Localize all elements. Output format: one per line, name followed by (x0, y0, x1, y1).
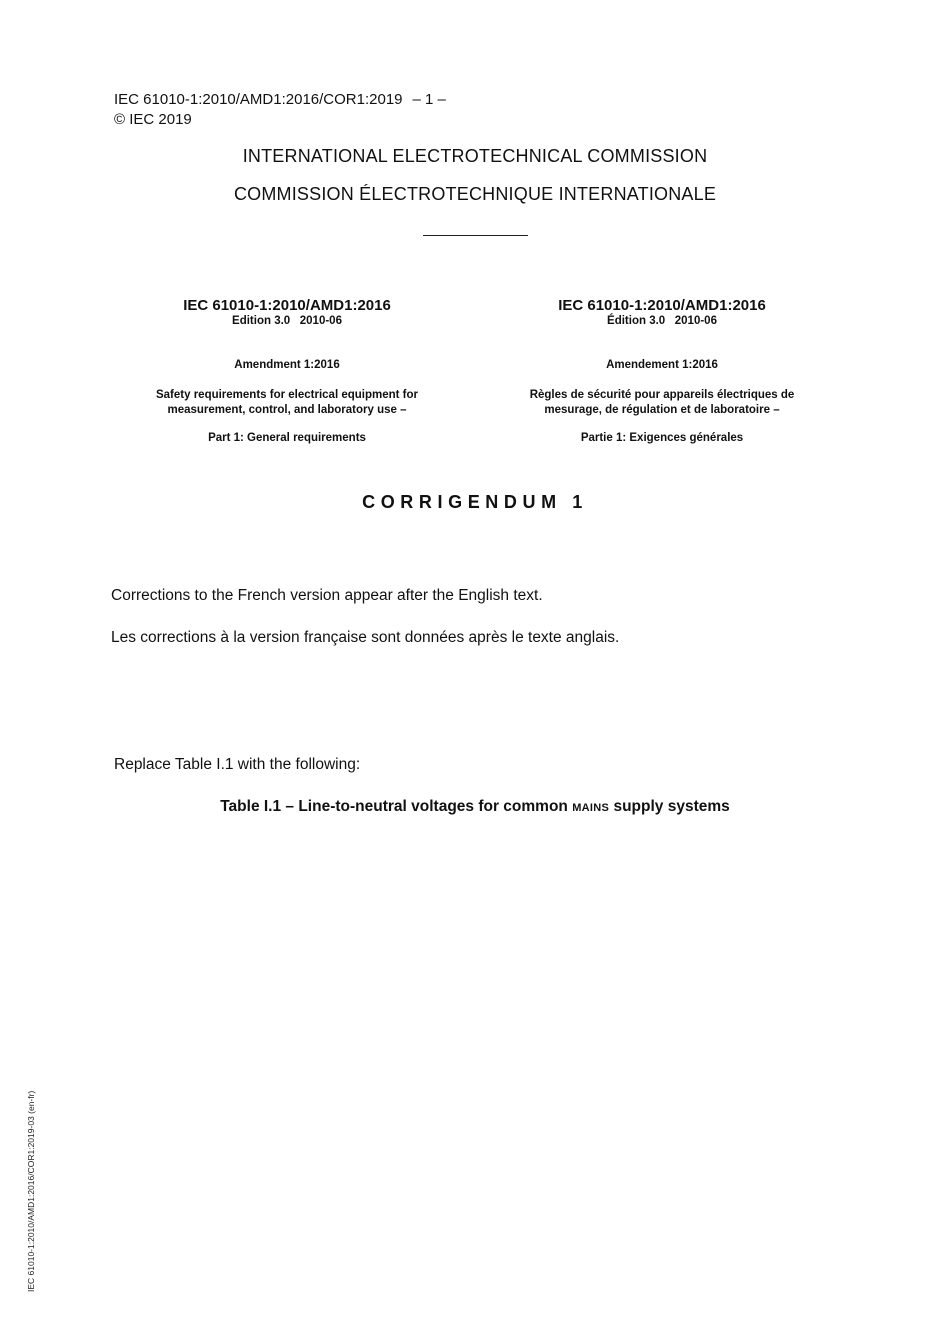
french-standard-id: IEC 61010-1:2010/AMD1:2016 (558, 297, 766, 314)
header-divider (423, 235, 528, 236)
french-standard-block (492, 297, 832, 327)
note-english: Corrections to the French version appear after the English text. (111, 587, 543, 604)
english-part: Part 1: General requirements (208, 432, 366, 444)
table-caption (0, 798, 950, 816)
page-number: – 1 – (412, 91, 446, 108)
replace-instruction: Replace Table I.1 with the following: (114, 756, 361, 773)
english-title-line-1: Safety requirements for electrical equipment for (155, 389, 419, 401)
organization-name-english: INTERNATIONAL ELECTROTECHNICAL COMMISSION (242, 146, 708, 166)
english-standard-block (117, 297, 457, 327)
french-edition: Édition 3.0 2010-06 (607, 315, 717, 327)
english-standard-id: IEC 61010-1:2010/AMD1:2016 (183, 297, 391, 314)
french-title (492, 388, 832, 418)
table-caption-term: MAINS (572, 802, 610, 814)
french-title-line-1: Règles de sécurité pour appareils électriques de (529, 389, 795, 401)
english-title (117, 388, 457, 418)
copyright-notice: © IEC 2019 (114, 111, 192, 128)
french-title-line-2: mesurage, de régulation et de laboratoire – (544, 404, 780, 416)
english-edition: Edition 3.0 2010-06 (232, 315, 342, 327)
french-part: Partie 1: Exigences générales (580, 432, 744, 444)
french-amendment: Amendement 1:2016 (606, 359, 718, 371)
table-caption-suffix: supply systems (609, 798, 730, 815)
side-document-reference: IEC 61010-1:2010/AMD1:2016/COR1:2019-03 (en-fr) (26, 1090, 36, 1292)
english-amendment: Amendment 1:2016 (234, 359, 340, 371)
english-title-line-2: measurement, control, and laboratory use – (167, 404, 407, 416)
organization-name-french: COMMISSION ÉLECTROTECHNIQUE INTERNATIONALE (233, 184, 717, 204)
document-reference-line (114, 91, 446, 109)
document-reference: IEC 61010-1:2010/AMD1:2016/COR1:2019 (114, 91, 403, 108)
table-caption-prefix: Table I.1 – Line-to-neutral voltages for common (220, 798, 573, 815)
note-french: Les corrections à la version française sont données après le texte anglais. (111, 629, 620, 646)
corrigendum-title: CORRIGENDUM 1 (362, 492, 588, 512)
